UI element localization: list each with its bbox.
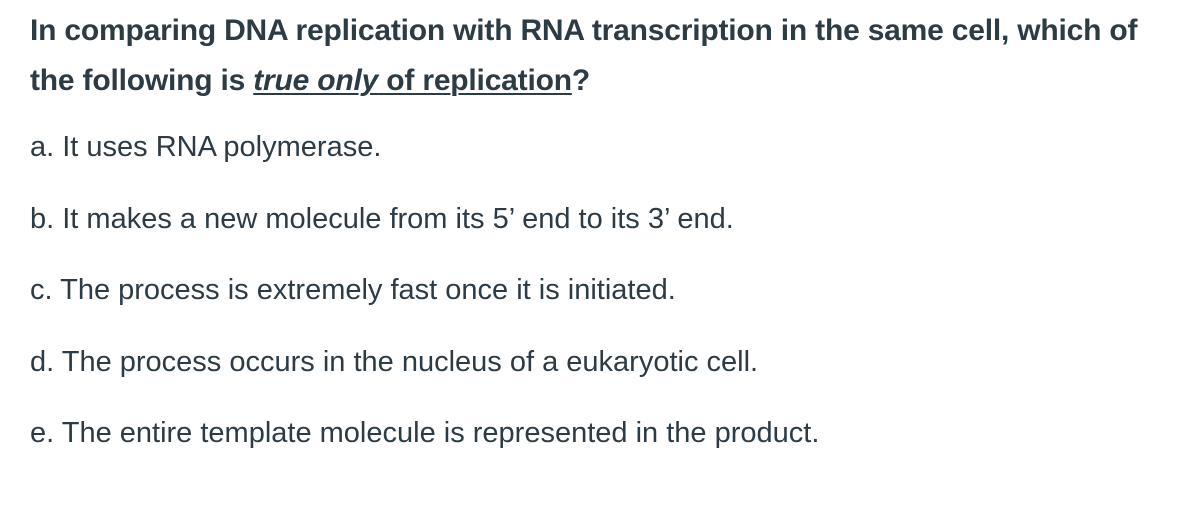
option-letter: a. (30, 131, 55, 163)
option-letter: b. (30, 202, 55, 235)
answer-option-e[interactable] (30, 413, 1180, 453)
option-letter: e. (30, 417, 55, 449)
answer-options-list (30, 127, 1180, 485)
answer-option-a[interactable] (30, 127, 1180, 167)
option-letter: c. (30, 274, 53, 306)
question-mark: ? (571, 64, 590, 97)
option-text: The process is extremely fast once it is initiated. (60, 274, 676, 306)
option-text: The process occurs in the nucleus of a eukaryotic cell. (61, 345, 759, 378)
option-letter: d. (30, 345, 55, 378)
answer-option-b[interactable] (30, 199, 1180, 239)
option-text: It makes a new molecule from its 5’ end to its 3’ end. (62, 202, 734, 235)
answer-option-d[interactable] (30, 342, 1180, 382)
question-emphasis-underlined: of replication (378, 64, 572, 97)
option-text: It uses RNA polymerase. (62, 131, 382, 163)
option-text: The entire template molecule is represented in the product. (61, 417, 820, 449)
question-stem: In comparing DNA replication with RNA transcription in the same cell, which of the following is (30, 14, 1138, 97)
question-emphasis-italic: true only (253, 64, 379, 97)
question-text (30, 6, 1180, 106)
answer-option-c[interactable] (30, 270, 1180, 310)
